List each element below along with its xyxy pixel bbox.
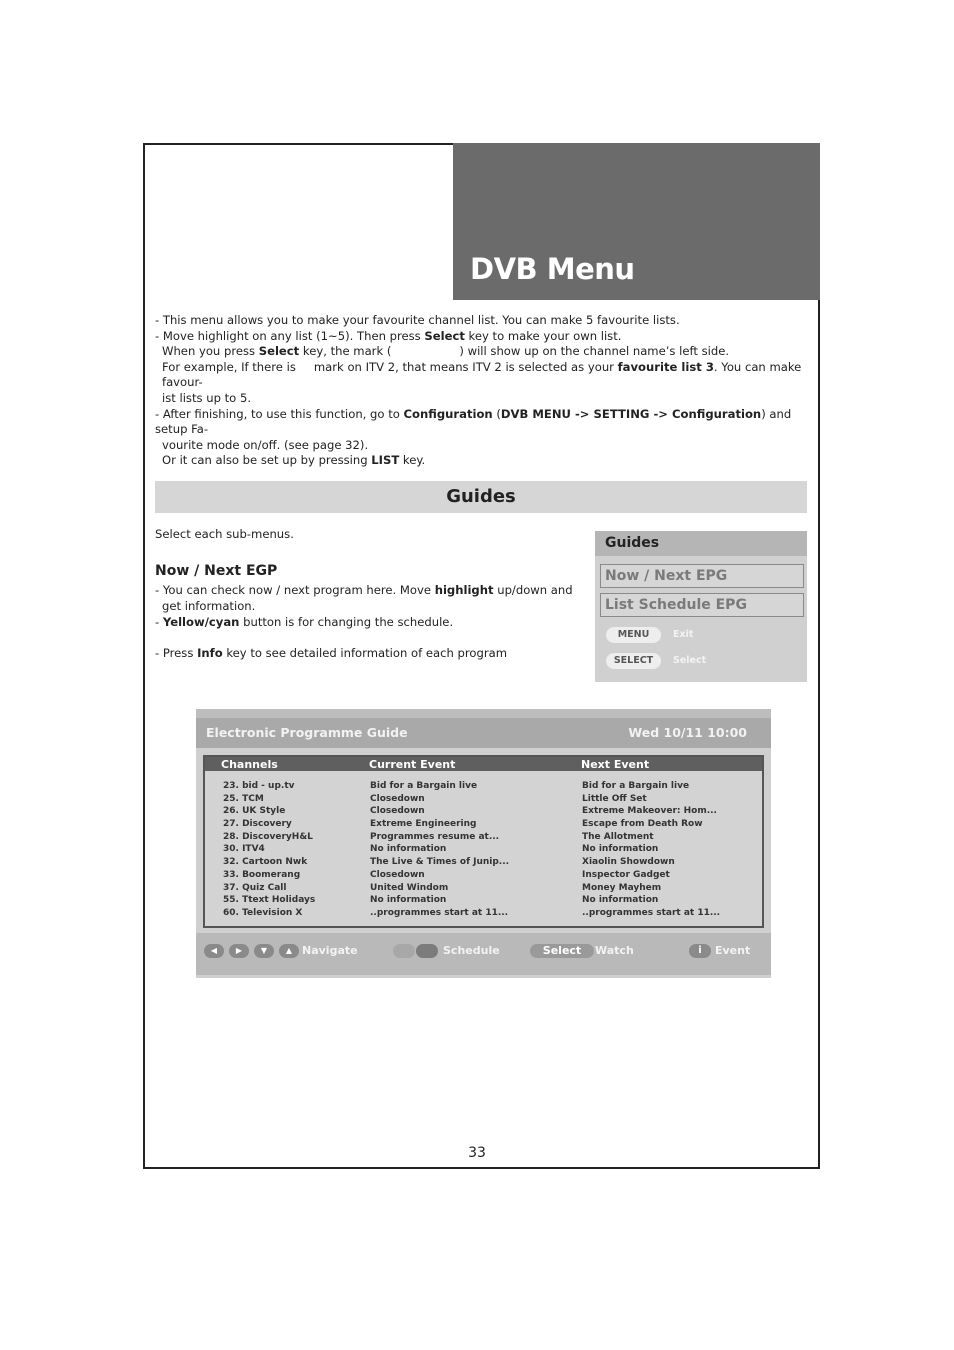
next-event: Escape from Death Row (582, 819, 703, 830)
epg-channel-row[interactable] (205, 882, 762, 895)
intro-line (155, 453, 810, 469)
current-event: Extreme Engineering (370, 819, 477, 830)
text: up/down and (493, 583, 573, 597)
yellow-key-icon[interactable] (393, 944, 415, 958)
current-event: The Live & Times of Junip... (370, 857, 510, 868)
body-line (155, 615, 573, 631)
text-bold: highlight (434, 583, 494, 597)
select-key-label: Select (673, 655, 707, 666)
body-line (155, 599, 573, 615)
menu-item-now-next-epg[interactable]: Now / Next EPG (600, 564, 804, 588)
text-bold: Info (197, 646, 223, 661)
epg-channel-row[interactable] (205, 907, 762, 920)
text: Or it can also be set up by pressing (162, 453, 372, 468)
epg-rows (205, 780, 762, 920)
up-arrow-icon[interactable]: ▲ (279, 944, 299, 958)
channel-name: 60. Television X (223, 907, 303, 918)
epg-title-bar (196, 718, 771, 748)
text-bold: Configuration (403, 406, 493, 421)
current-event: Closedown (370, 869, 425, 880)
next-event: No information (582, 895, 659, 906)
next-event: The Allotment (582, 831, 654, 842)
text: mark on ITV 2, that means ITV 2 is selected as your (313, 359, 618, 374)
section-header-guides: Guides (155, 481, 807, 513)
current-event: ..programmes start at 11... (370, 907, 509, 918)
header-current-event: Current Event (369, 758, 456, 771)
next-event: ..programmes start at 11... (582, 907, 721, 918)
intro-line (155, 329, 810, 345)
intro-line (155, 438, 810, 454)
title-block (453, 143, 820, 300)
header-next-event: Next Event (581, 758, 650, 771)
channel-name: 28. DiscoveryH&L (223, 831, 313, 842)
cyan-key-icon[interactable] (416, 944, 438, 958)
current-event: No information (370, 844, 447, 855)
schedule-label: Schedule (443, 944, 500, 957)
spacer (155, 630, 573, 646)
text: - After finishing, to use this function, go to (155, 406, 404, 421)
intro-line (155, 313, 810, 329)
next-event: Bid for a Bargain live (582, 781, 690, 791)
next-event: Extreme Makeover: Hom... (582, 806, 717, 817)
down-arrow-icon[interactable]: ▼ (254, 944, 274, 958)
text-bold: Select (258, 344, 300, 359)
text-bold: Select (424, 328, 465, 343)
next-event: Little Off Set (582, 793, 647, 804)
text: key, the mark ( (299, 344, 392, 359)
epg-screen (196, 709, 771, 978)
intro-line (155, 407, 810, 438)
channel-name: 55. Ttext Holidays (223, 895, 316, 906)
current-event: Closedown (370, 793, 425, 804)
next-event: Inspector Gadget (582, 869, 670, 880)
epg-table (203, 755, 764, 928)
next-event: Xiaolin Showdown (582, 857, 675, 868)
text: For example, If there is (162, 359, 296, 374)
text-bold: favourite list 3 (617, 359, 714, 374)
now-next-body (155, 583, 573, 662)
sub-text: Select each sub-menus. (155, 527, 294, 541)
epg-channel-row[interactable] (205, 793, 762, 806)
channel-name: 30. ITV4 (223, 844, 265, 855)
text: - Press (155, 646, 198, 661)
menu-key-pill[interactable]: MENU (606, 627, 661, 643)
left-arrow-icon[interactable]: ◀ (204, 944, 224, 958)
epg-channel-row[interactable] (205, 805, 762, 818)
menu-item-list-schedule-epg[interactable]: List Schedule EPG (600, 593, 804, 617)
next-event: Money Mayhem (582, 882, 662, 893)
select-key-button[interactable]: Select (530, 944, 594, 958)
text: button is for changing the schedule. (239, 614, 454, 629)
text: get information. (162, 598, 256, 613)
channel-name: 37. Quiz Call (223, 882, 287, 893)
epg-channel-row[interactable] (205, 869, 762, 882)
text-bold: Yellow/cyan (162, 614, 240, 629)
channel-name: 33. Boomerang (223, 869, 301, 880)
channel-name: 27. Discovery (223, 819, 292, 830)
text: - (155, 614, 163, 629)
select-key-pill[interactable]: SELECT (606, 653, 661, 669)
page-title: DVB Menu (470, 252, 635, 286)
current-event: Programmes resume at... (370, 831, 500, 842)
text-bold: LIST (371, 453, 400, 468)
navigate-label: Navigate (302, 944, 358, 957)
current-event: Bid for a Bargain live (370, 781, 478, 791)
epg-title: Electronic Programme Guide (206, 725, 408, 740)
current-event: United Windom (370, 882, 449, 893)
channel-name: 26. UK Style (223, 806, 286, 817)
page-number: 33 (468, 1145, 486, 1161)
text: key to make your own list. (464, 328, 622, 343)
channel-name: 32. Cartoon Nwk (223, 857, 308, 868)
current-event: Closedown (370, 806, 425, 817)
intro-line (155, 391, 810, 407)
epg-channel-row[interactable] (205, 894, 762, 907)
text: ) and setup Fa- (155, 406, 792, 437)
header-channels: Channels (221, 758, 278, 771)
now-next-heading: Now / Next EGP (155, 563, 278, 579)
epg-datetime: Wed 10/11 10:00 (628, 725, 747, 740)
intro-text (155, 313, 810, 469)
current-event: No information (370, 895, 447, 906)
text: ist lists up to 5. (162, 390, 252, 405)
menu-key-label: Exit (673, 629, 694, 640)
text: - Move highlight on any list (1~5). Then press (155, 328, 425, 343)
info-key-icon[interactable]: i (689, 944, 711, 958)
text: . You can make favour- (162, 359, 802, 390)
epg-channel-row[interactable] (205, 831, 762, 844)
channel-name: 25. TCM (223, 793, 264, 804)
body-line (155, 583, 573, 599)
event-label: Event (715, 944, 751, 957)
intro-line (155, 360, 810, 391)
epg-channel-row[interactable] (205, 780, 762, 793)
epg-footer (196, 933, 771, 975)
next-event: No information (582, 844, 659, 855)
text: ( (492, 406, 501, 421)
channel-name: 23. bid - up.tv (223, 781, 295, 791)
guides-menu-panel (595, 531, 807, 682)
text: vourite mode on/off. (see page 32). (162, 437, 369, 452)
body-line (155, 646, 573, 662)
epg-channel-row[interactable] (205, 856, 762, 869)
right-arrow-icon[interactable]: ▶ (229, 944, 249, 958)
text: - You can check now / next program here. Move (155, 583, 435, 597)
text: When you press (162, 344, 259, 359)
epg-channel-row[interactable] (205, 843, 762, 856)
text: ) will show up on the channel name’s left side. (459, 344, 730, 359)
epg-table-header (205, 757, 762, 771)
intro-line (155, 344, 810, 360)
guides-menu-title: Guides (595, 531, 807, 556)
text: - This menu allows you to make your favourite channel list. You can make 5 favourite lists. (155, 313, 680, 327)
text-bold: DVB MENU -> SETTING -> Configuration (500, 406, 762, 421)
epg-top-strip (196, 709, 771, 718)
epg-channel-row[interactable] (205, 818, 762, 831)
watch-label: Watch (595, 944, 634, 957)
text: key. (399, 453, 426, 468)
text: key to see detailed information of each program (222, 646, 507, 661)
